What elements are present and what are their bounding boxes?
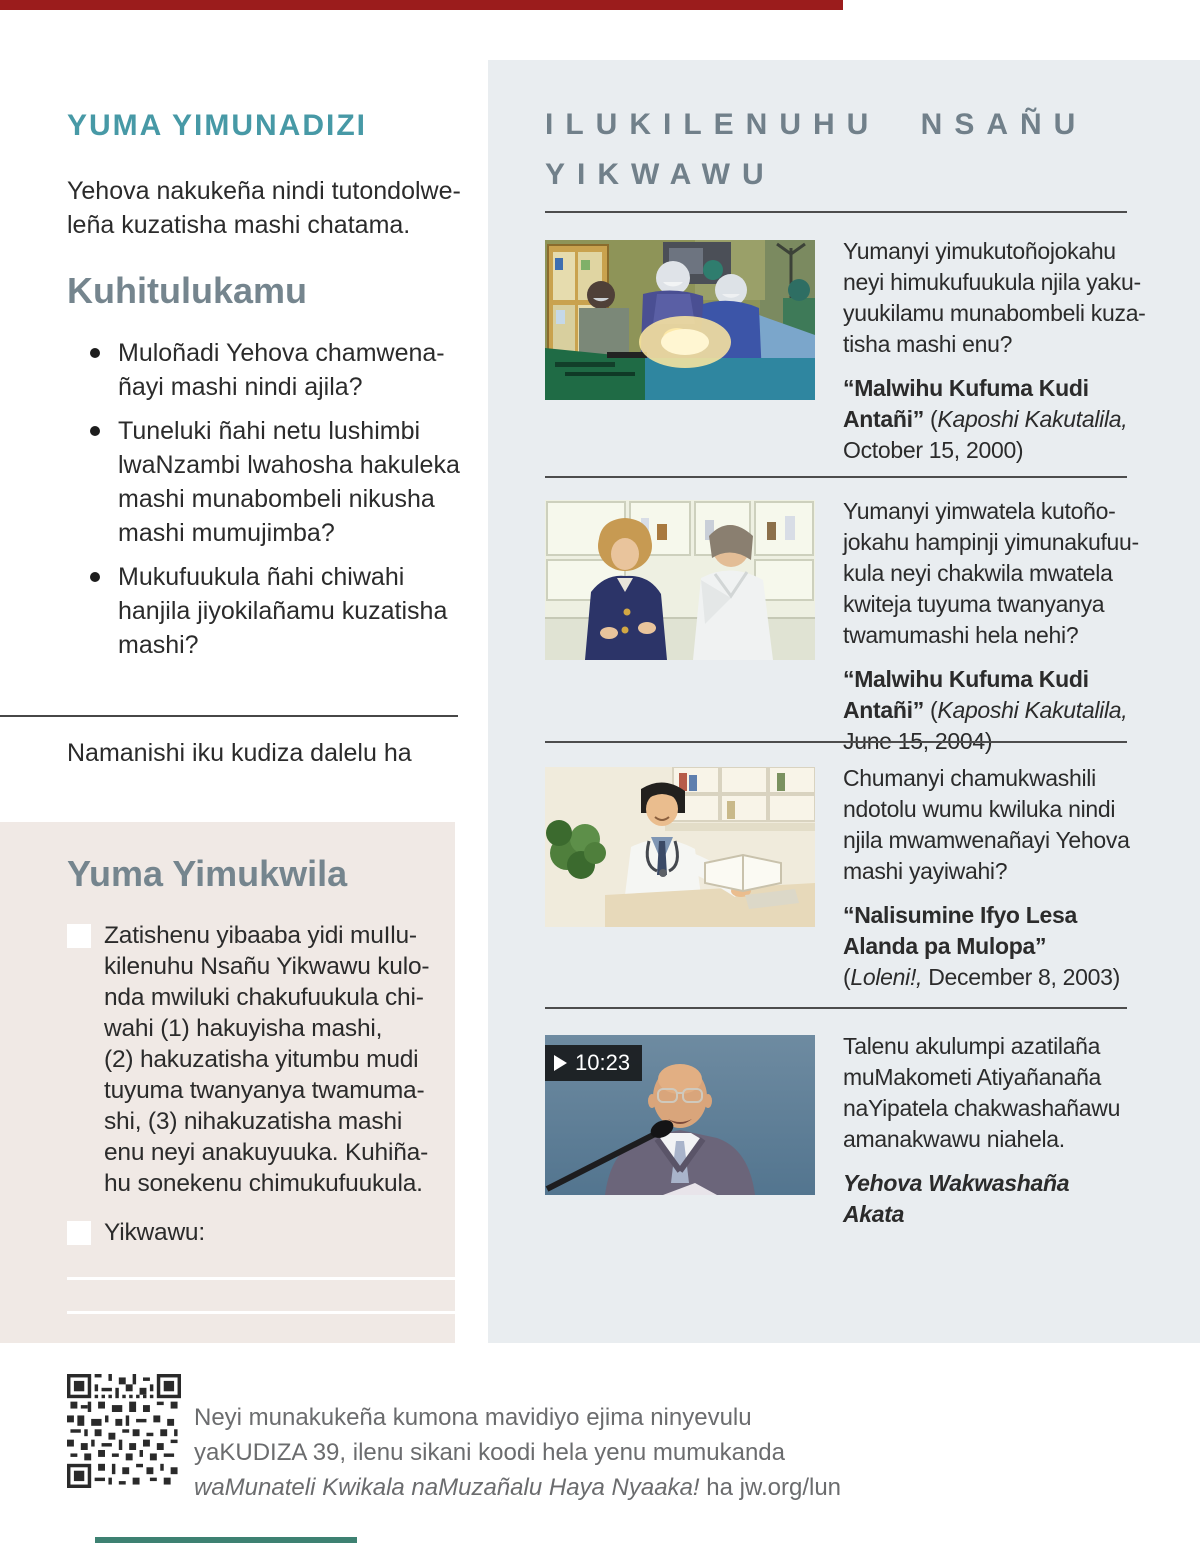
video-thumbnail[interactable] [545, 1035, 815, 1195]
section-divider [545, 1007, 1127, 1009]
bullet-icon [90, 348, 100, 358]
answer-line[interactable] [67, 1311, 455, 1314]
qr-code [67, 1374, 181, 1488]
section-reference: “Malwihu Kufuma Kudi Antañi” (Kaposhi Kakutalila, June 15, 2004) [843, 666, 1128, 754]
section-text: Chumanyi chamukwashili ndotolu wumu kwiluka nindi njila mwamwenañayi Yehova mashi yayiwahi? “Nalisumine Ifyo Lesa Alanda pa Mulopa” (Loleni!, December 8, 2003) [843, 763, 1129, 993]
left-column [67, 108, 462, 672]
reference-section [545, 498, 1139, 757]
section-divider [545, 741, 1127, 743]
section-text: Talenu akulumpi azatilaña muMakometi Atiyañanaña naYipatela chakwashañawu amanakwawu niahela. Yehova Wakwashaña Akata [843, 1031, 1127, 1230]
todo-item [67, 1217, 455, 1248]
panel-heading: ILUKILENUHU NSAÑU YIKWAWU [545, 108, 1088, 191]
video-duration-badge [545, 1045, 642, 1081]
lesson-kicker-title: YUMA YIMUNADIZI [67, 109, 367, 142]
review-question: Muloñadi Yehova chamwena- ñayi mashi nindi ajila? [67, 336, 462, 404]
review-heading: Kuhitulukamu [67, 270, 307, 311]
reference-section [545, 238, 1146, 466]
qr-caption-line3: waMunateli Kwikala naMuzañalu Haya Nyaaka! ha jw.org/lun [194, 1474, 842, 1501]
reference-section [545, 765, 1130, 993]
play-icon [554, 1055, 567, 1071]
doctor-at-desk-photo [545, 767, 815, 927]
bullet-icon [90, 426, 100, 436]
lesson-intro: Yehova nakukeña nindi tutondolwe- leña kuzatisha mashi chatama. [67, 177, 461, 239]
bullet-icon [90, 572, 100, 582]
surgery-operating-room-photo [545, 240, 815, 400]
footnote-text: Namanishi iku kudiza dalelu ha [67, 739, 412, 767]
section-text: Yumanyi yimwatela kutoño- jokahu hampinji yimunakufuu- kula neyi chakwila mwatela kwiteja tuyuma twanyanya twamumashi hela nehi? “Malwihu Kufuma Kudi Antañi” (Kaposhi Kakutalila, June 15, 2004) [843, 496, 1129, 757]
doctor-patient-consultation-photo [545, 500, 815, 660]
qr-caption: Neyi munakukeña kumona mavidiyo ejima ninyevulu yaKUDIZA 39, ilenu sikani koodi hela yenu mumukanda waMunateli Kwikala naMuzañalu Haya Nyaaka! ha jw.org/lun [194, 1400, 841, 1505]
section-photo-frame [545, 240, 815, 400]
review-question: Tuneluki ñahi netu lushimbi lwaNzambi lwahosha hakuleka mashi munabombeli nikusha mashi mumujimba? [67, 414, 462, 550]
todo-item [67, 920, 455, 1199]
video-duration: 10:23 [575, 1050, 631, 1075]
review-question: Mukufuukula ñahi chiwahi hanjila jiyokilañamu kuzatisha mashi? [67, 560, 462, 662]
todo-item-text: Zatishenu yibaaba yidi muIlu- kilenuhu Nsañu Yikwawu kulo- nda mwiluki chakufuukula chi- wahi (1) hakuyisha mashi, (2) hakuzatisha yitumbu mudi tuyuma twanyanya twamuma- shi, (3) nihakuzatisha mashi enu neyi anakuyuuka. Kuhiña- hu sonekenu chimukufuukula. [104, 922, 430, 1197]
checkbox[interactable] [67, 1221, 91, 1245]
things-to-do-box [0, 822, 455, 1343]
review-question-list [67, 336, 462, 662]
section-divider [545, 211, 1127, 213]
video-title-reference: Yehova Wakwashaña Akata [843, 1170, 1070, 1227]
section-text: Yumanyi yimukutoñojokahu neyi himukufuukula njila yaku- yuukilamu munabombeli kuza- tisha mashi enu? “Malwihu Kufuma Kudi Antañi” (Kaposhi Kakutalila, October 15, 2000) [843, 236, 1129, 466]
reference-section [545, 1035, 1127, 1230]
todo-heading: Yuma Yimukwila [67, 853, 348, 894]
answer-line[interactable] [67, 1277, 455, 1280]
section-divider [545, 476, 1127, 478]
qr-footer [67, 1374, 841, 1505]
find-out-more-panel [488, 60, 1200, 1343]
section-photo-frame [545, 767, 815, 927]
print-mark-red-bar [0, 0, 843, 10]
section-reference: “Malwihu Kufuma Kudi Antañi” (Kaposhi Kakutalila, October 15, 2000) [843, 375, 1128, 463]
todo-item-text: Yikwawu: [104, 1219, 205, 1246]
print-mark-teal-bar [95, 1537, 357, 1543]
left-divider [0, 715, 458, 717]
checkbox[interactable] [67, 924, 91, 948]
section-photo-frame [545, 500, 815, 660]
section-reference: “Nalisumine Ifyo Lesa Alanda pa Mulopa” (Loleni!, December 8, 2003) [843, 902, 1121, 990]
